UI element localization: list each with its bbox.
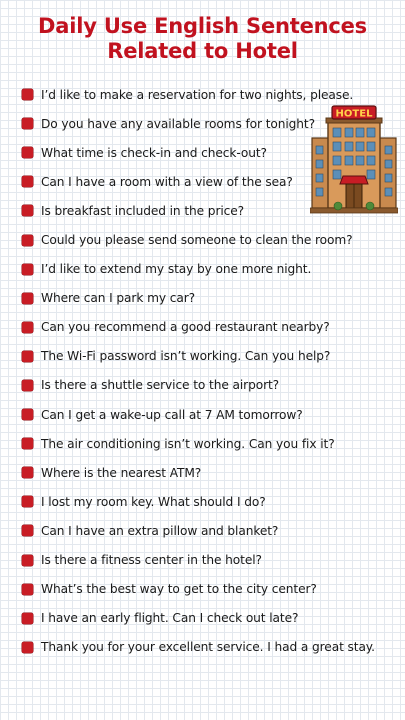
- list-item: [22, 604, 402, 633]
- list-item: [22, 575, 402, 604]
- title-line-2: Related to Hotel: [107, 39, 298, 63]
- bullet-square-icon: [22, 118, 33, 129]
- sentence-text: What time is check-in and check-out?: [41, 145, 267, 160]
- sentence-text: Where is the nearest ATM?: [41, 465, 202, 480]
- sentence-text: Is there a shuttle service to the airport?: [41, 378, 280, 393]
- bullet-square-icon: [22, 351, 33, 362]
- bullet-square-icon: [22, 438, 33, 449]
- sentence-text: The air conditioning isn’t working. Can you fix it?: [41, 436, 335, 451]
- bullet-square-icon: [22, 525, 33, 536]
- sentence-text: Thank you for your excellent service. I had a great stay.: [41, 640, 375, 655]
- list-item: [22, 284, 402, 313]
- list-item: [22, 633, 402, 662]
- bullet-square-icon: [22, 467, 33, 478]
- bullet-square-icon: [22, 89, 33, 100]
- bullet-square-icon: [22, 293, 33, 304]
- sentence-text: Could you please send someone to clean the room?: [41, 233, 353, 248]
- sentence-text: Can I get a wake-up call at 7 AM tomorrow?: [41, 407, 303, 422]
- sentence-text: What’s the best way to get to the city center?: [41, 582, 317, 597]
- list-item: [22, 225, 402, 254]
- sentence-text: Can I have a room with a view of the sea?: [41, 174, 293, 189]
- list-item: [22, 516, 402, 545]
- bullet-square-icon: [22, 176, 33, 187]
- bullet-square-icon: [22, 264, 33, 275]
- bullet-square-icon: [22, 642, 33, 653]
- sentence-text: Where can I park my car?: [41, 291, 195, 306]
- bullet-square-icon: [22, 613, 33, 624]
- sentence-text: I have an early flight. Can I check out late?: [41, 611, 299, 626]
- sentence-text: I lost my room key. What should I do?: [41, 494, 266, 509]
- sentence-text: Is there a fitness center in the hotel?: [41, 553, 262, 568]
- bullet-square-icon: [22, 555, 33, 566]
- list-item: [22, 546, 402, 575]
- sentence-text: Do you have any available rooms for tonight?: [41, 116, 315, 131]
- list-item: [22, 371, 402, 400]
- bullet-square-icon: [22, 322, 33, 333]
- list-item: [22, 313, 402, 342]
- sentence-text: I’d like to make a reservation for two nights, please.: [41, 87, 354, 102]
- sentence-text: I’d like to extend my stay by one more night.: [41, 262, 312, 277]
- list-item: [22, 342, 402, 371]
- bullet-square-icon: [22, 380, 33, 391]
- bullet-square-icon: [22, 235, 33, 246]
- list-item: [22, 458, 402, 487]
- bullet-square-icon: [22, 409, 33, 420]
- list-item: [22, 400, 402, 429]
- list-item: [22, 429, 402, 458]
- sentence-text: Can you recommend a good restaurant nearby?: [41, 320, 330, 335]
- page-title: [0, 14, 405, 64]
- list-item: [22, 487, 402, 516]
- bullet-square-icon: [22, 496, 33, 507]
- sentence-text: Is breakfast included in the price?: [41, 203, 245, 218]
- bullet-square-icon: [22, 584, 33, 595]
- bullet-square-icon: [22, 205, 33, 216]
- title-line-1: Daily Use English Sentences: [38, 14, 367, 38]
- bullet-square-icon: [22, 147, 33, 158]
- hotel-building-icon: [310, 104, 398, 214]
- hotel-sign-text: HOTEL: [335, 108, 373, 120]
- sentence-text: The Wi-Fi password isn’t working. Can you help?: [41, 349, 331, 364]
- list-item: [22, 255, 402, 284]
- sentence-text: Can I have an extra pillow and blanket?: [41, 523, 279, 538]
